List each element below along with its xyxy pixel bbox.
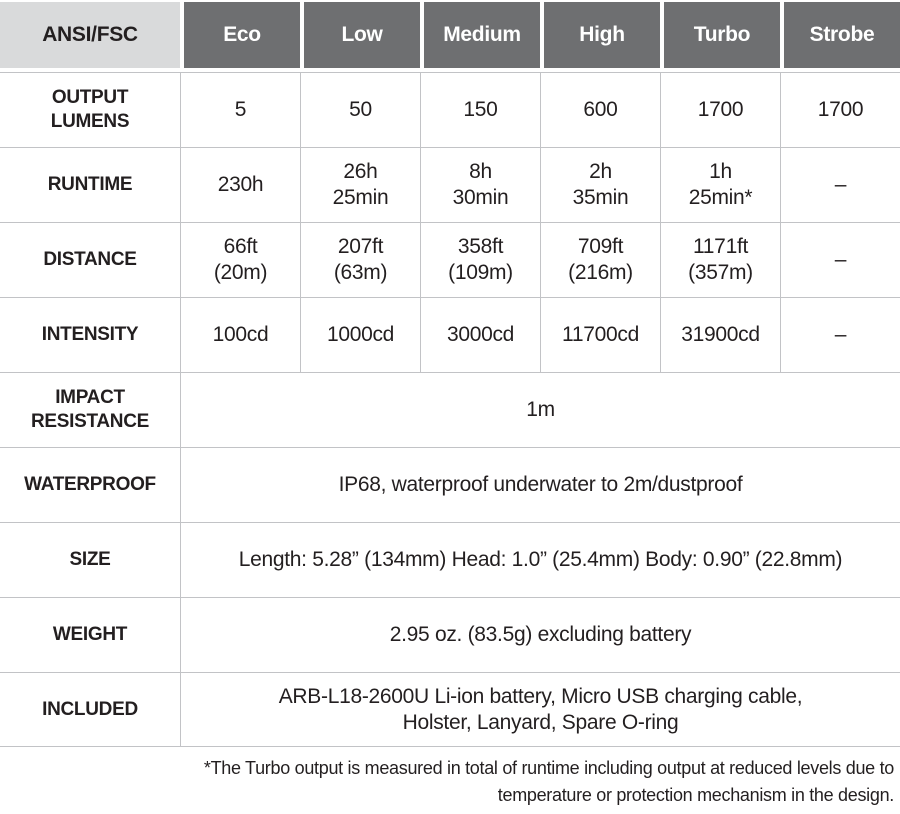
header-mode-turbo: Turbo — [660, 2, 780, 72]
row-label-intensity — [0, 297, 180, 372]
header-mode-low: Low — [300, 2, 420, 72]
header-mode-strobe: Strobe — [780, 2, 900, 72]
cell-text: 709ft — [577, 235, 624, 258]
spec-row-included — [0, 672, 900, 747]
cell-text: 25min — [332, 186, 389, 209]
cell-runtime-high — [540, 147, 660, 222]
cell-text: 25min* — [688, 186, 753, 209]
label-line: OUTPUT — [51, 87, 129, 108]
cell-distance-medium — [420, 222, 540, 297]
cell-output-lumens-turbo — [660, 72, 780, 147]
cell-included-value — [180, 672, 900, 747]
label-line: DISTANCE — [43, 249, 137, 270]
label-line: SIZE — [69, 549, 111, 570]
cell-text: 8h — [469, 160, 492, 183]
cell-intensity-high — [540, 297, 660, 372]
label-line: INCLUDED — [42, 698, 138, 720]
cell-waterproof-value — [180, 447, 900, 522]
spec-row-weight — [0, 597, 900, 672]
spec-row-intensity — [0, 297, 900, 372]
cell-intensity-eco — [180, 297, 300, 372]
cell-text: – — [834, 173, 847, 196]
cell-text: 2h — [589, 160, 612, 183]
cell-text: Length: 5.28” (134mm) Head: 1.0” (25.4mm) Body: 0.90” (22.8mm) — [238, 548, 843, 571]
cell-output-lumens-low — [300, 72, 420, 147]
row-label-waterproof — [0, 447, 180, 522]
cell-distance-eco — [180, 222, 300, 297]
cell-impact-resistance-value — [180, 372, 900, 447]
header-mode-eco: Eco — [180, 2, 300, 72]
cell-distance-strobe — [780, 222, 900, 297]
cell-text: (20m) — [213, 261, 268, 284]
row-label-weight — [0, 597, 180, 672]
cell-text: 100cd — [212, 323, 269, 346]
spec-row-runtime — [0, 147, 900, 222]
cell-text: ARB-L18-2600U Li-ion battery, Micro USB charging cable, — [278, 684, 803, 708]
spec-row-impact-resistance — [0, 372, 900, 447]
cell-text: 3000cd — [446, 323, 515, 346]
cell-runtime-low — [300, 147, 420, 222]
cell-output-lumens-high — [540, 72, 660, 147]
label-line: WEIGHT — [52, 624, 128, 645]
cell-runtime-medium — [420, 147, 540, 222]
cell-text: 50 — [349, 98, 372, 121]
cell-text: 26h — [343, 160, 378, 183]
cell-intensity-medium — [420, 297, 540, 372]
footnote-line: temperature or protection mechanism in the design. — [497, 785, 894, 805]
cell-distance-high — [540, 222, 660, 297]
cell-text: 1000cd — [326, 323, 395, 346]
cell-text: Holster, Lanyard, Spare O-ring — [402, 710, 679, 734]
cell-runtime-strobe — [780, 147, 900, 222]
cell-distance-low — [300, 222, 420, 297]
cell-text: 358ft — [457, 235, 504, 258]
footnote — [0, 755, 900, 809]
cell-text: 2.95 oz. (83.5g) excluding battery — [389, 623, 692, 646]
cell-runtime-eco — [180, 147, 300, 222]
cell-text: 66ft — [223, 235, 258, 258]
spec-row-distance — [0, 222, 900, 297]
cell-text: 1171ft — [692, 235, 749, 258]
cell-text: 230h — [217, 173, 264, 196]
label-line: LUMENS — [50, 111, 130, 132]
row-label-included — [0, 672, 180, 747]
row-label-runtime — [0, 147, 180, 222]
row-label-size — [0, 522, 180, 597]
cell-text: 150 — [463, 98, 498, 121]
cell-intensity-low — [300, 297, 420, 372]
spec-row-size — [0, 522, 900, 597]
cell-text: 30min — [452, 186, 509, 209]
label-line: RESISTANCE — [30, 411, 150, 432]
cell-runtime-turbo — [660, 147, 780, 222]
label-line: WATERPROOF — [24, 474, 156, 495]
cell-text: 1h — [709, 160, 732, 183]
cell-weight-value — [180, 597, 900, 672]
cell-intensity-turbo — [660, 297, 780, 372]
spec-table — [0, 2, 900, 747]
cell-distance-turbo — [660, 222, 780, 297]
header-row — [0, 2, 900, 72]
cell-text: 31900cd — [681, 323, 760, 346]
cell-text: 5 — [234, 98, 247, 121]
cell-size-value — [180, 522, 900, 597]
cell-text: 207ft — [337, 235, 384, 258]
header-corner-ansi-fsc: ANSI/FSC — [0, 2, 180, 72]
spec-row-output-lumens — [0, 72, 900, 147]
cell-text: (357m) — [688, 261, 753, 284]
label-line: INTENSITY — [41, 324, 139, 345]
cell-intensity-strobe — [780, 297, 900, 372]
footnote-line: *The Turbo output is measured in total of runtime including output at reduced levels due to — [203, 758, 894, 778]
cell-text: (63m) — [333, 261, 388, 284]
cell-text: 600 — [583, 98, 618, 121]
cell-text: 35min — [572, 186, 629, 209]
row-label-output-lumens — [0, 72, 180, 147]
cell-text: IP68, waterproof underwater to 2m/dustproof — [338, 473, 743, 496]
cell-output-lumens-strobe — [780, 72, 900, 147]
cell-text: (109m) — [448, 261, 513, 284]
cell-text: 1700 — [697, 98, 744, 121]
row-label-distance — [0, 222, 180, 297]
header-mode-medium: Medium — [420, 2, 540, 72]
cell-text: 11700cd — [562, 323, 639, 346]
label-line: RUNTIME — [47, 174, 133, 195]
cell-text: – — [834, 248, 847, 271]
spec-row-waterproof — [0, 447, 900, 522]
cell-text: – — [834, 323, 847, 346]
cell-text: 1700 — [817, 98, 864, 121]
cell-text: (216m) — [568, 261, 633, 284]
cell-output-lumens-medium — [420, 72, 540, 147]
row-label-impact-resistance — [0, 372, 180, 447]
header-mode-high: High — [540, 2, 660, 72]
label-line: IMPACT — [55, 387, 125, 408]
cell-text: 1m — [526, 398, 555, 421]
cell-output-lumens-eco — [180, 72, 300, 147]
